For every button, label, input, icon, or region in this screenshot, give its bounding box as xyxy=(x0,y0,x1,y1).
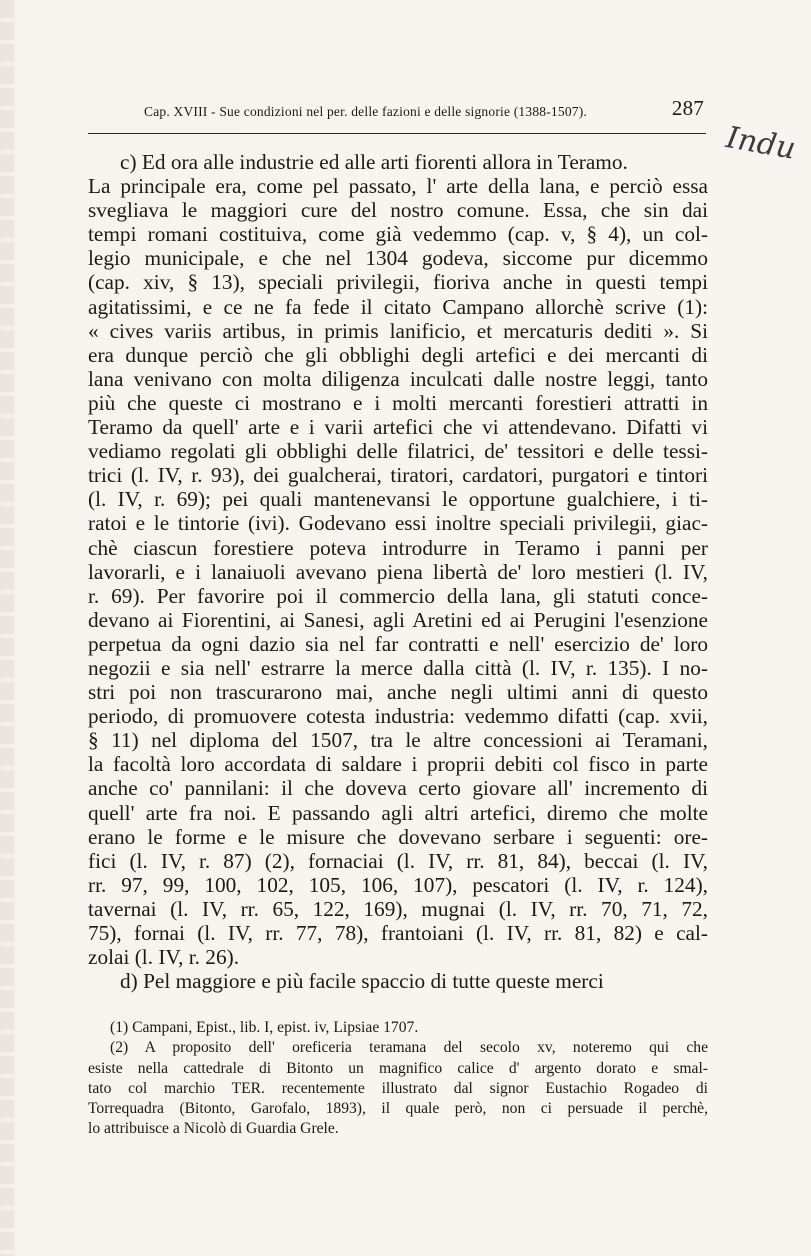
body-line: svegliava le maggiori cure del nostro comune. Essa, che sin dai xyxy=(88,198,708,223)
body-line: ratoi e le tintorie (ivi). Godevano essi inoltre speciali privilegii, giac- xyxy=(88,511,708,536)
body-line: 75), fornai (l. IV, rr. 77, 78), frantoiani (l. IV, rr. 81, 82) e cal- xyxy=(88,921,708,945)
body-line: devano ai Fiorentini, ai Sanesi, agli Aretini ed ai Perugini l'esenzione xyxy=(88,607,708,632)
footnotes xyxy=(88,1018,708,1140)
body-line: rr. 97, 99, 100, 102, 105, 106, 107), pescatori (l. IV, r. 124), xyxy=(88,872,708,897)
footnote-line: lo attribuisce a Nicolò di Guardia Grele. xyxy=(88,1120,339,1138)
body-line: vediamo regolati gli obblighi delle filatrici, de' tessitori e delle tessi- xyxy=(88,439,708,464)
body-line: r. 69). Per favorire poi il commercio della lana, gli statuti conce- xyxy=(88,583,708,608)
body-line: trici (l. IV, r. 93), dei gualcherai, tiratori, cardatori, purgatori e tintori xyxy=(88,463,708,488)
body-line: la facoltà loro accordata di saldare i proprii debiti col fisco in parte xyxy=(88,752,708,777)
body-line: La principale era, come pel passato, l' arte della lana, e perciò essa xyxy=(88,174,708,199)
header-rule xyxy=(88,133,706,134)
footnote-line: tato col marchio TER. recentemente illustrato dal signor Eustachio Rogadeo di xyxy=(88,1079,708,1097)
footnote-line: esiste nella cattedrale di Bitonto un magnifico calice d' argento dorato e smal- xyxy=(88,1059,708,1077)
body-line: § 11) nel diploma del 1507, tra le altre concessioni ai Teramani, xyxy=(88,728,708,753)
body-line: d) Pel maggiore e più facile spaccio di tutte queste merci xyxy=(120,969,604,994)
footnote-line: (1) Campani, Epist., lib. I, epist. iv, Lipsiae 1707. xyxy=(110,1019,419,1036)
body-line: anche co' pannilani: il che doveva certo giovare all' incremento di xyxy=(88,776,708,801)
body-line: « cives variis artibus, in primis lanificio, et mercaturis dediti ». Si xyxy=(88,318,708,343)
body-text xyxy=(88,150,708,993)
body-line: legio municipale, e che nel 1304 godeva, siccome pur dicemmo xyxy=(88,246,708,271)
body-line: era dunque perciò che gli obblighi degli artefici e dei mercanti di xyxy=(88,342,708,367)
body-line: lana venivano con molta diligenza inculcati dalle nostre leggi, tanto xyxy=(88,366,708,391)
running-head xyxy=(140,96,710,126)
body-line: negozii e sia nell' estrarre la merce dalla città (l. IV, r. 135). I no- xyxy=(88,655,708,680)
body-line: quell' arte fra noi. E passando agli altri artefici, diremo che molte xyxy=(88,800,708,825)
body-line: c) Ed ora alle industrie ed alle arti fiorenti allora in Teramo. xyxy=(120,150,628,174)
body-line: più che queste ci mostrano e i molti mercanti forestieri attratti in xyxy=(88,390,708,415)
body-line: tavernai (l. IV, rr. 65, 122, 169), mugnai (l. IV, rr. 70, 71, 72, xyxy=(88,896,708,921)
body-line: fici (l. IV, r. 87) (2), fornaciai (l. IV, rr. 81, 84), beccai (l. IV, xyxy=(88,848,708,873)
footnote-line: Torrequadra (Bitonto, Garofalo, 1893), il quale però, non ci persuade il perchè, xyxy=(88,1100,708,1118)
body-line: chè ciascun forestiere poteva introdurre in Teramo i panni per xyxy=(88,535,708,560)
body-line: perpetua da ogni dazio sia nel far contratti e nell' esercizio de' loro xyxy=(88,631,708,656)
body-line: lavorarli, e i lanaiuoli avevano piena libertà de' loro mestieri (l. IV, xyxy=(88,559,708,584)
body-line: agitatissimi, e ce ne fa fede il citato Campano allorchè scrive (1): xyxy=(88,294,708,319)
body-line: erano le forme e le misure che dovevano serbare i seguenti: ore- xyxy=(88,824,708,849)
body-line: tempi romani costituiva, come già vedemmo (cap. v, § 4), un col- xyxy=(88,222,708,247)
body-line: (cap. xiv, § 13), speciali privilegii, fioriva anche in questi tempi xyxy=(88,270,708,295)
page-binding-edge xyxy=(0,0,14,1256)
page-number: 287 xyxy=(671,96,704,120)
handwritten-margin-note: Indu xyxy=(723,120,799,167)
body-line: periodo, di promuovere cotesta industria: vedemmo difatti (cap. xvii, xyxy=(88,704,708,729)
body-line: Teramo da quell' arte e i varii artefici che vi attendevano. Difatti vi xyxy=(88,415,708,440)
running-head-title: Cap. XVIII - Sue condizioni nel per. delle fazioni e delle signorie (1388-1507). xyxy=(144,104,587,119)
body-line: zolai (l. IV, r. 26). xyxy=(88,945,240,970)
body-line: stri poi non trascurarono mai, anche negli ultimi anni di questo xyxy=(88,680,708,705)
footnote-line: (2) A proposito dell' oreficeria teramana del secolo xv, noteremo qui che xyxy=(110,1039,708,1057)
body-line: (l. IV, r. 69); pei quali mantenevansi le opportune gualchiere, i ti- xyxy=(88,487,708,512)
